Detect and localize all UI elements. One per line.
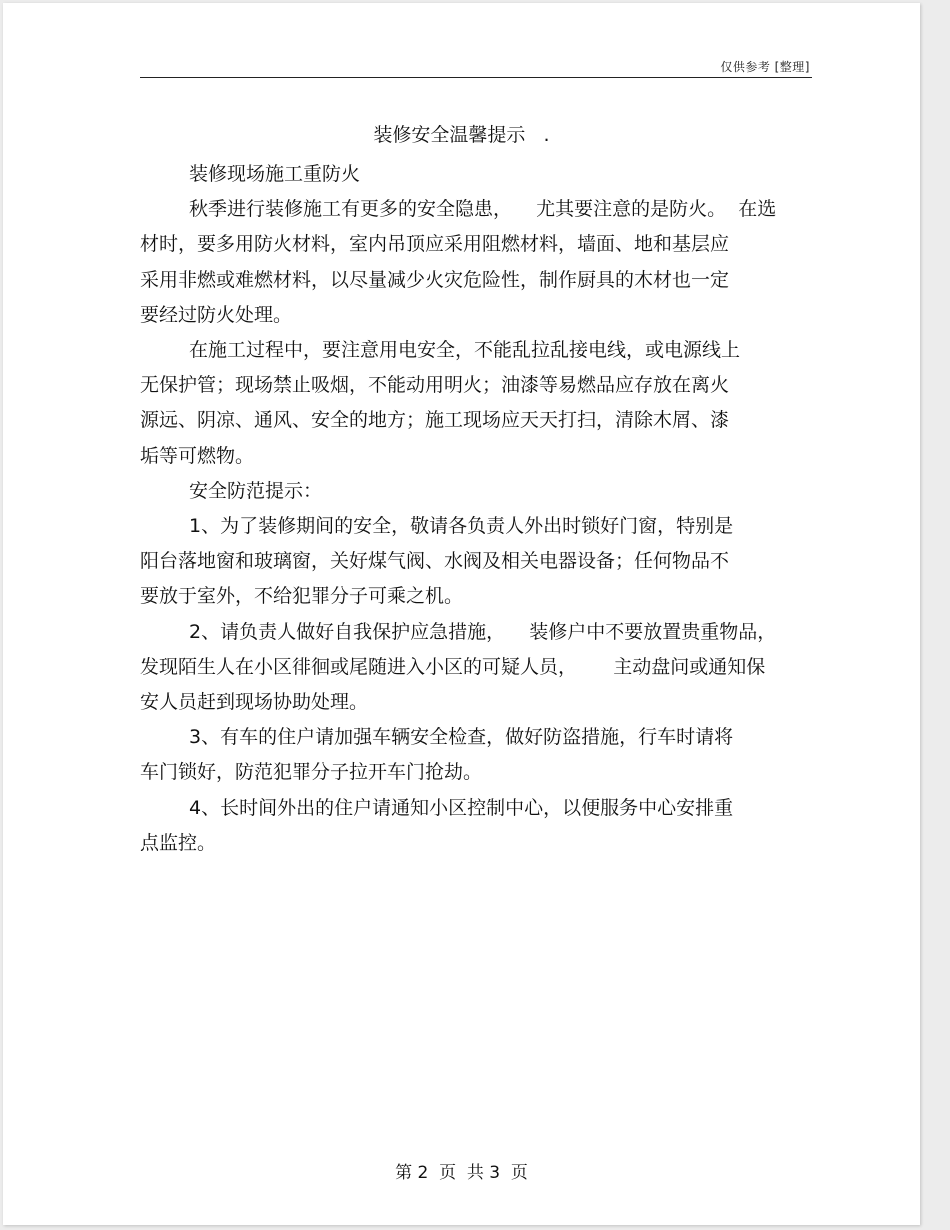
header-note: 仅供参考 [整理]: [720, 60, 810, 74]
document-body: [140, 157, 815, 861]
paragraph-line: 2、请负责人做好自我保护应急措施， 装修户中不要放置贵重物品，: [189, 620, 777, 643]
paragraph-line: 要放于室外，不给犯罪分子可乘之机。: [140, 585, 464, 608]
paragraph-line: 源远、阴凉、通风、安全的地方；施工现场应天天打扫，清除木屑、漆: [140, 409, 730, 432]
paragraph-line: 在施工过程中，要注意用电安全，不能乱拉乱接电线，或电源线上: [189, 339, 741, 362]
paragraph-line: 1、为了装修期间的安全，敬请各负责人外出时锁好门窗，特别是: [189, 515, 734, 538]
paragraph-tip-3: [140, 720, 815, 790]
page-number: 第 2 页 共 3 页: [395, 1163, 528, 1183]
document-title: 装修安全温馨提示 .: [373, 124, 550, 146]
paragraph-line: 安人员赶到现场协助处理。: [140, 691, 369, 714]
paragraph-line: 阳台落地窗和玻璃窗，关好煤气阀、水阀及相关电器设备；任何物品不: [140, 550, 730, 573]
paragraph-line: 无保护管；现场禁止吸烟，不能动用明火；油漆等易燃品应存放在离火: [140, 374, 730, 397]
paragraph-line: 3、有车的住户请加强车辆安全检查，做好防盗措施，行车时请将: [189, 726, 734, 749]
header-rule: [140, 77, 812, 78]
paragraph-line: 车门锁好，防范犯罪分子拉开车门抢劫。: [140, 761, 483, 784]
paragraph-line: 材时，要多用防火材料，室内吊顶应采用阻燃材料，墙面、地和基层应: [140, 233, 730, 256]
paragraph-construction-safety: [140, 333, 815, 474]
paragraph-tips-heading: [140, 474, 815, 509]
paragraph-line: 采用非燃或难燃材料，以尽量减少火灾危险性，制作厨具的木材也一定: [140, 268, 730, 291]
paragraph-line: 安全防范提示：: [189, 479, 323, 502]
paragraph-tip-4: [140, 791, 815, 861]
paragraph-tip-1: [140, 509, 815, 615]
paragraph-line: 秋季进行装修施工有更多的安全隐患， 尤其要注意的是防火。 在选: [189, 198, 777, 221]
section-heading-text: 装修现场施工重防火: [189, 163, 361, 185]
paragraph-line: 发现陌生人在小区徘徊或尾随进入小区的可疑人员， 主动盘问或通知保: [140, 655, 766, 678]
paragraph-line: 4、长时间外出的住户请通知小区控制中心，以便服务中心安排重: [189, 796, 734, 819]
paragraph-line: 要经过防火处理。: [140, 303, 293, 326]
section-heading: [140, 157, 815, 192]
paragraph-fire-materials: [140, 192, 815, 333]
document-page: [3, 3, 920, 1225]
paragraph-line: 垢等可燃物。: [140, 444, 255, 467]
paragraph-line: 点监控。: [140, 831, 217, 854]
paragraph-tip-2: [140, 615, 815, 721]
